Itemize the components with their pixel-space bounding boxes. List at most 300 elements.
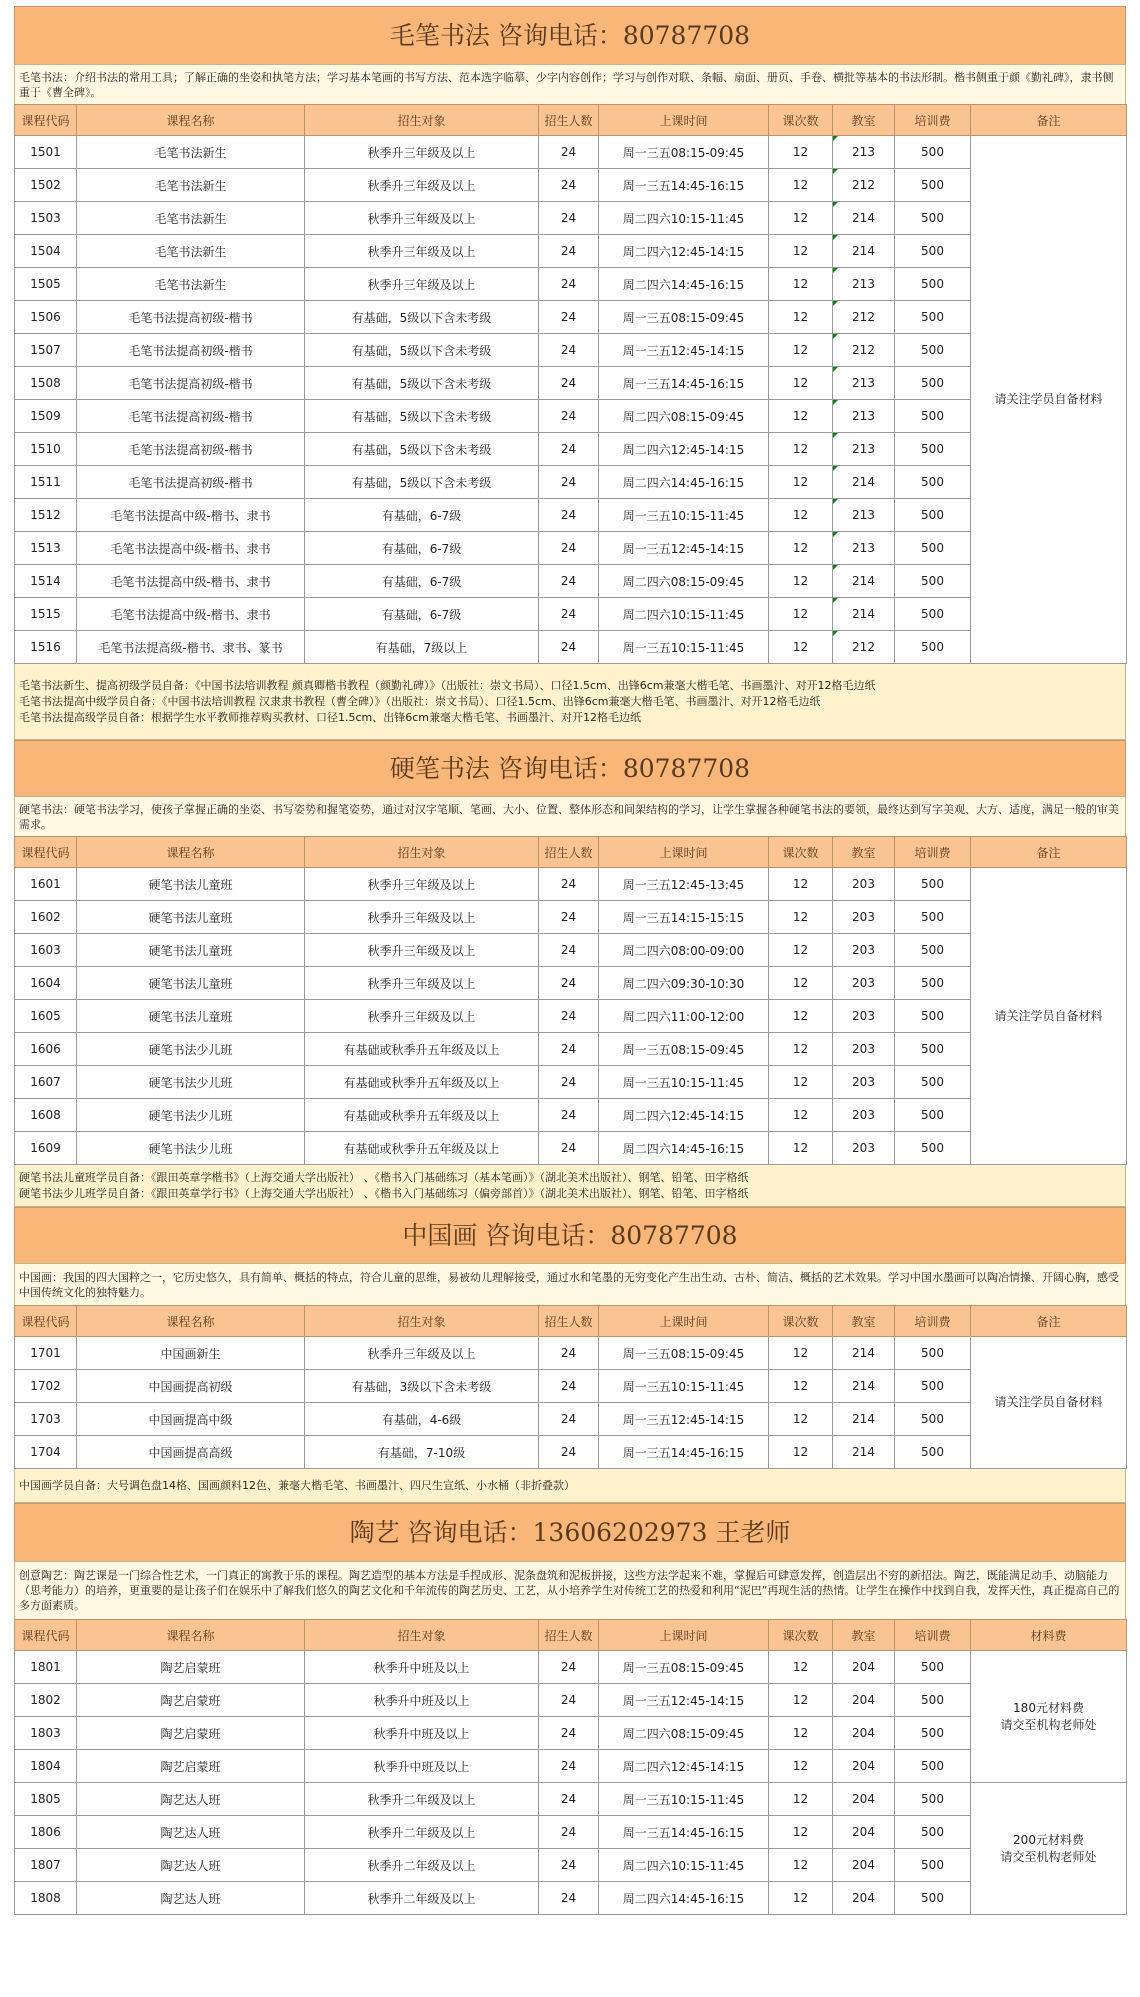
cell-text: 有基础，5级以下含未考级	[351, 409, 492, 424]
comment-marker-icon	[833, 202, 838, 207]
table-cell	[77, 202, 305, 235]
cell-text: 秋季升三年级及以上	[367, 277, 476, 292]
cell-text: 500	[921, 574, 944, 588]
course-table	[14, 836, 1127, 1165]
table-cell	[833, 235, 895, 268]
cell-text: 500	[921, 1792, 944, 1806]
cell-text: 204	[852, 1891, 875, 1905]
table-cell	[769, 934, 833, 967]
note-line: 毛笔书法提高中级学员自备：《中国书法培训教程 汉隶隶书教程（曹全碑）》（出版社：崇文书局）、口径1.5cm、出锋6cm兼毫大楷毛笔、书画墨汁、对开12格毛边纸	[19, 694, 821, 708]
cell-text: 1606	[30, 1042, 61, 1056]
cell-text: 12	[792, 910, 809, 924]
cell-text: 12	[792, 1379, 809, 1393]
cell-text: 1503	[30, 211, 61, 225]
cell-text: 1805	[30, 1792, 61, 1806]
section-description: 硬笔书法：硬笔书法学习，使孩子掌握正确的坐姿、书写姿势和握笔姿势，通过对汉字笔顺、笔画、大小、位置、整体形态和间架结构的学习，让学生掌握各种硬笔书法的要领，最终达到写字美观、大方、适度，满足一般的审美需求。	[14, 796, 1126, 836]
table-cell	[833, 499, 895, 532]
cell-text: 周一三五14:15-15:15	[622, 910, 745, 925]
cell-text: 毛笔书法提高初级-楷书	[128, 310, 253, 325]
table-cell	[769, 1849, 833, 1882]
table-cell	[77, 1651, 305, 1684]
cell-text: 周一三五10:15-11:45	[622, 1379, 745, 1394]
cell-text: 秋季升二年级及以上	[367, 1891, 476, 1906]
cell-text: 周二四六14:45-16:15	[622, 1891, 745, 1906]
table-cell	[305, 901, 539, 934]
section-title: 毛笔书法 咨询电话：80787708	[14, 6, 1126, 64]
cell-text: 500	[921, 1075, 944, 1089]
table-cell	[539, 367, 599, 400]
table-cell	[539, 334, 599, 367]
cell-text: 周一三五12:45-14:15	[622, 541, 745, 556]
table-cell	[895, 1849, 971, 1882]
table-cell	[769, 1783, 833, 1816]
cell-text: 214	[852, 1346, 875, 1360]
table-cell	[15, 301, 77, 334]
table-cell	[15, 235, 77, 268]
cell-text: 1804	[30, 1759, 61, 1773]
table-cell	[305, 136, 539, 169]
cell-text: 24	[560, 1141, 577, 1155]
cell-text: 1601	[30, 877, 61, 891]
cell-text: 203	[852, 1108, 875, 1122]
cell-text: 1506	[30, 310, 61, 324]
cell-text: 203	[852, 910, 875, 924]
cell-text: 500	[921, 1858, 944, 1872]
cell-text: 500	[921, 211, 944, 225]
table-cell	[77, 433, 305, 466]
cell-text: 24	[560, 1726, 577, 1740]
cell-text: 204	[852, 1660, 875, 1674]
cell-text: 1509	[30, 409, 61, 423]
table-cell	[599, 1717, 769, 1750]
table-cell	[895, 1816, 971, 1849]
table-cell	[15, 598, 77, 631]
table-cell	[539, 301, 599, 334]
table-cell	[833, 466, 895, 499]
table-row	[15, 967, 1127, 1000]
column-header: 招生人数	[539, 1620, 599, 1651]
cell-text: 有基础或秋季升五年级及以上	[343, 1108, 500, 1123]
table-cell	[15, 1000, 77, 1033]
column-header: 招生人数	[539, 105, 599, 136]
cell-text: 12	[792, 244, 809, 258]
table-cell	[599, 1066, 769, 1099]
table-cell	[769, 967, 833, 1000]
cell-text: 213	[852, 409, 875, 423]
table-cell	[833, 1403, 895, 1436]
cell-text: 24	[560, 244, 577, 258]
table-cell	[895, 967, 971, 1000]
table-cell	[599, 868, 769, 901]
table-cell	[77, 1717, 305, 1750]
column-header: 培训费	[895, 1306, 971, 1337]
table-cell	[15, 466, 77, 499]
table-row	[15, 1816, 1127, 1849]
table-cell	[15, 1033, 77, 1066]
table-cell	[599, 934, 769, 967]
cell-text: 24	[560, 475, 577, 489]
table-cell	[539, 1882, 599, 1915]
cell-text: 500	[921, 442, 944, 456]
cell-text: 1512	[30, 508, 61, 522]
cell-text: 秋季升中班及以上	[373, 1726, 470, 1741]
table-cell	[539, 202, 599, 235]
cell-text: 有基础，5级以下含未考级	[351, 343, 492, 358]
table-row	[15, 1066, 1127, 1099]
table-cell	[833, 1882, 895, 1915]
cell-text: 24	[560, 508, 577, 522]
cell-text: 213	[852, 145, 875, 159]
comment-marker-icon	[833, 367, 838, 372]
cell-text: 24	[560, 541, 577, 555]
cell-text: 500	[921, 1726, 944, 1740]
cell-text: 24	[560, 343, 577, 357]
table-cell	[769, 1033, 833, 1066]
cell-text: 周二四六10:15-11:45	[622, 1858, 745, 1873]
table-row	[15, 934, 1127, 967]
cell-text: 硬笔书法少儿班	[148, 1108, 233, 1123]
table-cell	[77, 334, 305, 367]
cell-text: 硬笔书法儿童班	[148, 910, 233, 925]
column-header: 招生对象	[305, 1306, 539, 1337]
remark-cell: 请关注学员自备材料	[971, 868, 1127, 1165]
table-cell	[895, 202, 971, 235]
table-cell	[305, 565, 539, 598]
cell-text: 12	[792, 1825, 809, 1839]
cell-text: 1807	[30, 1858, 61, 1872]
table-cell	[539, 268, 599, 301]
table-cell	[599, 136, 769, 169]
table-cell	[895, 466, 971, 499]
table-cell	[599, 433, 769, 466]
section-description: 毛笔书法：介绍书法的常用工具；了解正确的坐姿和执笔方法；学习基本笔画的书写方法、范本选字临摹、少字内容创作；学习与创作对联、条幅、扇面、册页、手卷、横批等基本的书法形制。楷书侧重于颜《勤礼碑》，隶书侧重于《曹全碑》。	[14, 64, 1126, 104]
table-row	[15, 466, 1127, 499]
cell-text: 24	[560, 1042, 577, 1056]
table-cell	[305, 1849, 539, 1882]
cell-text: 203	[852, 943, 875, 957]
table-cell	[305, 169, 539, 202]
cell-text: 500	[921, 1891, 944, 1905]
table-cell	[539, 631, 599, 664]
cell-text: 周二四六08:00-09:00	[622, 943, 745, 958]
cell-text: 204	[852, 1759, 875, 1773]
table-cell	[895, 1403, 971, 1436]
cell-text: 秋季升中班及以上	[373, 1759, 470, 1774]
column-header: 上课时间	[599, 1620, 769, 1651]
section-4	[14, 1503, 1126, 1915]
cell-text: 214	[852, 607, 875, 621]
table-row	[15, 565, 1127, 598]
table-cell	[305, 1436, 539, 1469]
comment-marker-icon	[833, 400, 838, 405]
table-row	[15, 400, 1127, 433]
table-cell	[305, 1370, 539, 1403]
cell-text: 周二四六12:45-14:15	[622, 244, 745, 259]
table-cell	[769, 1684, 833, 1717]
cell-text: 214	[852, 475, 875, 489]
cell-text: 1609	[30, 1141, 61, 1155]
comment-marker-icon	[833, 268, 838, 273]
table-cell	[539, 967, 599, 1000]
table-cell	[833, 1000, 895, 1033]
cell-text: 12	[792, 877, 809, 891]
cell-text: 秋季升二年级及以上	[367, 1858, 476, 1873]
table-cell	[15, 967, 77, 1000]
cell-text: 12	[792, 376, 809, 390]
table-cell	[15, 1717, 77, 1750]
cell-text: 中国画提高初级	[148, 1379, 233, 1394]
table-cell	[769, 1337, 833, 1370]
table-header-row	[15, 1306, 1127, 1337]
cell-text: 周一三五08:15-09:45	[622, 1042, 745, 1057]
table-cell	[539, 400, 599, 433]
table-cell	[599, 334, 769, 367]
table-cell	[305, 268, 539, 301]
table-cell	[895, 1882, 971, 1915]
table-cell	[895, 1436, 971, 1469]
table-cell	[77, 400, 305, 433]
table-cell	[599, 1132, 769, 1165]
table-row	[15, 1882, 1127, 1915]
table-row	[15, 1370, 1127, 1403]
table-cell	[599, 1000, 769, 1033]
table-cell	[833, 400, 895, 433]
column-header: 招生对象	[305, 105, 539, 136]
table-cell	[833, 1370, 895, 1403]
cell-text: 1703	[30, 1412, 61, 1426]
table-cell	[769, 868, 833, 901]
column-header: 课次数	[769, 837, 833, 868]
table-row	[15, 1717, 1127, 1750]
table-cell	[833, 334, 895, 367]
table-cell	[539, 1849, 599, 1882]
table-cell	[539, 901, 599, 934]
table-cell	[15, 1066, 77, 1099]
table-cell	[895, 1750, 971, 1783]
cell-text: 陶艺达人班	[160, 1891, 221, 1906]
table-cell	[77, 268, 305, 301]
table-cell	[599, 901, 769, 934]
cell-text: 500	[921, 877, 944, 891]
cell-text: 12	[792, 1108, 809, 1122]
cell-text: 周一三五10:15-11:45	[622, 508, 745, 523]
cell-text: 24	[560, 640, 577, 654]
cell-text: 212	[852, 310, 875, 324]
table-cell	[305, 1403, 539, 1436]
cell-text: 500	[921, 508, 944, 522]
table-cell	[599, 1816, 769, 1849]
table-cell	[769, 631, 833, 664]
section-title: 硬笔书法 咨询电话：80787708	[14, 740, 1126, 796]
cell-text: 213	[852, 277, 875, 291]
cell-text: 秋季升二年级及以上	[367, 1792, 476, 1807]
cell-text: 周一三五08:15-09:45	[622, 1660, 745, 1675]
column-header: 课程代码	[15, 105, 77, 136]
table-cell	[599, 1370, 769, 1403]
table-cell	[305, 868, 539, 901]
cell-text: 毛笔书法新生	[154, 211, 227, 226]
table-cell	[895, 868, 971, 901]
table-cell	[77, 235, 305, 268]
cell-text: 24	[560, 1660, 577, 1674]
cell-text: 500	[921, 310, 944, 324]
cell-text: 24	[560, 442, 577, 456]
column-header: 培训费	[895, 837, 971, 868]
cell-text: 24	[560, 277, 577, 291]
cell-text: 204	[852, 1693, 875, 1707]
comment-marker-icon	[833, 136, 838, 141]
note-line: 硬笔书法儿童班学员自备：《跟田英章学楷书》（上海交通大学出版社） 、《楷书入门基础练习（基本笔画）》（湖北美术出版社）、钢笔、铅笔、田字格纸	[19, 1170, 749, 1184]
column-header: 招生人数	[539, 837, 599, 868]
table-cell	[305, 466, 539, 499]
cell-text: 500	[921, 910, 944, 924]
table-row	[15, 1337, 1127, 1370]
table-cell	[539, 1651, 599, 1684]
table-cell	[77, 367, 305, 400]
table-row	[15, 268, 1127, 301]
table-cell	[599, 1436, 769, 1469]
cell-text: 1516	[30, 640, 61, 654]
table-row	[15, 202, 1127, 235]
cell-text: 12	[792, 1891, 809, 1905]
cell-text: 1510	[30, 442, 61, 456]
column-header: 课次数	[769, 105, 833, 136]
cell-text: 硬笔书法儿童班	[148, 976, 233, 991]
cell-text: 24	[560, 943, 577, 957]
cell-text: 12	[792, 640, 809, 654]
cell-text: 12	[792, 508, 809, 522]
course-table	[14, 1619, 1127, 1915]
table-row	[15, 301, 1127, 334]
cell-text: 24	[560, 1825, 577, 1839]
cell-text: 24	[560, 1693, 577, 1707]
cell-text: 1802	[30, 1693, 61, 1707]
cell-text: 500	[921, 1009, 944, 1023]
cell-text: 陶艺启蒙班	[160, 1660, 221, 1675]
cell-text: 24	[560, 1412, 577, 1426]
table-cell	[895, 1717, 971, 1750]
cell-text: 陶艺启蒙班	[160, 1693, 221, 1708]
comment-marker-icon	[833, 301, 838, 306]
cell-text: 500	[921, 178, 944, 192]
remark-cell: 请关注学员自备材料	[971, 136, 1127, 664]
table-cell	[599, 466, 769, 499]
table-cell	[539, 433, 599, 466]
table-cell	[305, 301, 539, 334]
table-cell	[895, 400, 971, 433]
table-cell	[15, 268, 77, 301]
cell-text: 212	[852, 178, 875, 192]
cell-text: 周二四六14:45-16:15	[622, 277, 745, 292]
table-cell	[599, 1033, 769, 1066]
cell-text: 有基础，4-6级	[381, 1412, 462, 1427]
cell-text: 硬笔书法少儿班	[148, 1042, 233, 1057]
table-cell	[895, 1783, 971, 1816]
cell-text: 有基础，5级以下含未考级	[351, 475, 492, 490]
cell-text: 毛笔书法提高初级-楷书	[128, 343, 253, 358]
cell-text: 硬笔书法少儿班	[148, 1075, 233, 1090]
table-cell	[895, 901, 971, 934]
table-cell	[15, 499, 77, 532]
table-cell	[15, 433, 77, 466]
table-row	[15, 1750, 1127, 1783]
cell-text: 24	[560, 211, 577, 225]
note-line: 中国画学员自备：大号调色盘14格、国画颜料12色、兼毫大楷毛笔、书画墨汁、四尺生宣纸、小水桶（非折叠款）	[19, 1478, 575, 1492]
cell-text: 500	[921, 607, 944, 621]
table-cell	[15, 1132, 77, 1165]
table-cell	[833, 1066, 895, 1099]
cell-text: 213	[852, 508, 875, 522]
table-cell	[77, 169, 305, 202]
table-cell	[305, 1132, 539, 1165]
table-cell	[769, 1370, 833, 1403]
table-cell	[895, 934, 971, 967]
cell-text: 12	[792, 1042, 809, 1056]
cell-text: 12	[792, 1693, 809, 1707]
column-header: 上课时间	[599, 105, 769, 136]
cell-text: 秋季升二年级及以上	[367, 1825, 476, 1840]
cell-text: 周二四六11:00-12:00	[622, 1009, 745, 1024]
table-cell	[599, 1337, 769, 1370]
table-cell	[599, 1099, 769, 1132]
table-cell	[539, 466, 599, 499]
table-cell	[769, 1750, 833, 1783]
table-cell	[769, 202, 833, 235]
table-cell	[539, 169, 599, 202]
table-cell	[77, 967, 305, 1000]
cell-text: 秋季升中班及以上	[373, 1693, 470, 1708]
table-cell	[895, 136, 971, 169]
table-cell	[769, 367, 833, 400]
table-row	[15, 901, 1127, 934]
table-cell	[833, 1783, 895, 1816]
table-cell	[895, 1337, 971, 1370]
table-cell	[77, 631, 305, 664]
cell-text: 24	[560, 1346, 577, 1360]
table-cell	[15, 532, 77, 565]
cell-text: 毛笔书法提高初级-楷书	[128, 475, 253, 490]
table-cell	[895, 1033, 971, 1066]
table-cell	[599, 400, 769, 433]
cell-text: 12	[792, 976, 809, 990]
column-header: 教室	[833, 837, 895, 868]
cell-text: 12	[792, 1759, 809, 1773]
table-cell	[599, 1750, 769, 1783]
table-cell	[599, 1882, 769, 1915]
table-cell	[539, 565, 599, 598]
cell-text: 周一三五10:15-11:45	[622, 1075, 745, 1090]
cell-text: 24	[560, 1075, 577, 1089]
table-cell	[305, 1033, 539, 1066]
cell-text: 周二四六12:45-14:15	[622, 1108, 745, 1123]
cell-text: 1605	[30, 1009, 61, 1023]
cell-text: 204	[852, 1858, 875, 1872]
cell-text: 有基础，3级以下含未考级	[351, 1379, 492, 1394]
table-cell	[895, 1099, 971, 1132]
table-cell	[15, 1816, 77, 1849]
cell-text: 12	[792, 1346, 809, 1360]
cell-text: 秋季升三年级及以上	[367, 910, 476, 925]
table-cell	[769, 565, 833, 598]
cell-text: 24	[560, 376, 577, 390]
table-cell	[77, 1882, 305, 1915]
table-cell	[15, 1099, 77, 1132]
table-cell	[539, 1370, 599, 1403]
cell-text: 24	[560, 1792, 577, 1806]
table-cell	[599, 1651, 769, 1684]
table-cell	[895, 499, 971, 532]
cell-text: 1505	[30, 277, 61, 291]
